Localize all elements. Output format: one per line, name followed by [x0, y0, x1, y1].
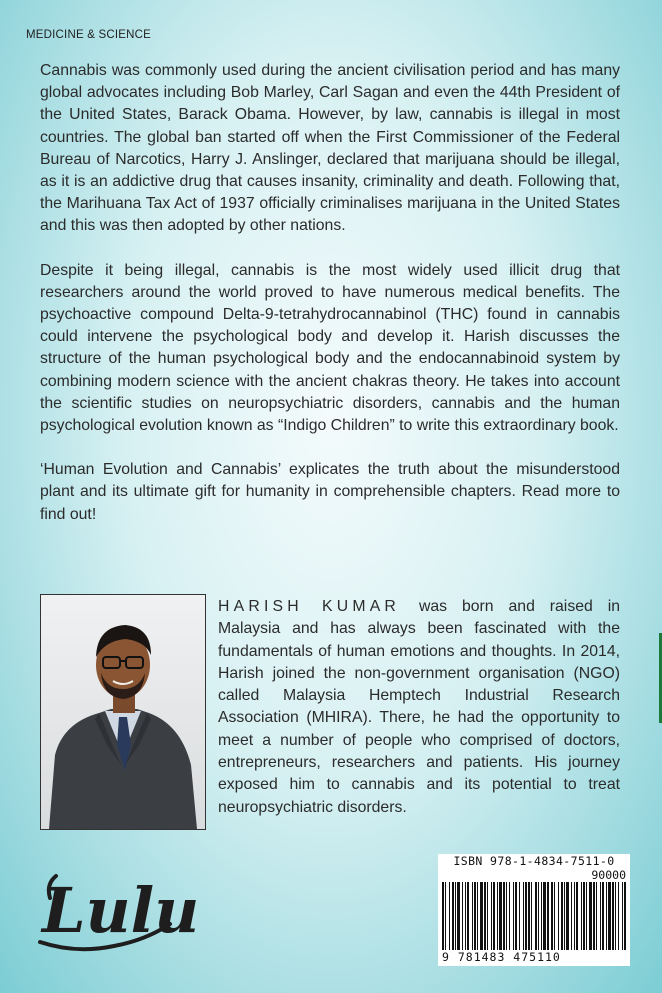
barcode-bar	[503, 882, 505, 950]
barcode-bar	[474, 882, 476, 950]
barcode-bar	[467, 882, 469, 950]
barcode-bar	[465, 882, 466, 950]
barcode-bar	[477, 882, 478, 950]
barcode-bar	[523, 882, 524, 950]
author-photo	[40, 594, 206, 830]
barcode-bar	[581, 882, 582, 950]
barcode-bar	[593, 882, 595, 950]
barcode-bar	[472, 882, 473, 950]
barcode-bar	[491, 882, 492, 950]
barcode-bar	[538, 882, 539, 950]
lulu-logo-icon	[36, 858, 200, 958]
barcode-bar	[509, 882, 510, 950]
barcode-bar	[547, 882, 549, 950]
barcode-bar	[615, 882, 616, 950]
barcode-bar	[499, 882, 502, 950]
barcode-bar	[561, 882, 563, 950]
barcode-bar	[525, 882, 527, 950]
blurb-paragraph-3: ‘Human Evolution and Cannabis’ explicates the truth about the misunderstood plant and its ultimate gift for humanity in comprehensible chapters. Read more to find out!	[40, 461, 620, 523]
barcode-bar	[624, 882, 626, 950]
publisher-logo-text: Lulu	[42, 874, 200, 947]
barcode-bar	[589, 882, 592, 950]
blurb-paragraph-1: Cannabis was commonly used during the ancient civilisation period and has many global advocates including Bob Marley, Carl Sagan and even the 44th President of the United States, Barack Obama. However, by law, cannabis is illegal in most countries. The global ban started off when the First Commissioner of the Federal Bureau of Narcotics, Harry J. Anslinger, declared that marijuana should be illegal, as it is an addictive drug that causes insanity, criminality and death. Following that, the Marihuana Tax Act of 1937 officially criminalises marijuana in the United States and this was then adopted by other nations.	[40, 62, 620, 235]
barcode-bar	[558, 882, 559, 950]
barcode-bar	[531, 882, 532, 950]
author-portrait-illustration	[41, 595, 205, 829]
barcode-bar	[493, 882, 495, 950]
category-label: MEDICINE & SCIENCE	[26, 29, 152, 41]
price-code: 90000	[591, 868, 626, 882]
barcode-bar	[600, 882, 601, 950]
barcode-bar	[612, 882, 614, 950]
barcode-bar	[519, 882, 520, 950]
barcode-bar	[484, 882, 486, 950]
barcode-bar	[576, 882, 578, 950]
author-bio-text: was born and raised in Malaysia and has always been fascinated with the fundamentals of human emotions and thoughts. In 2014, Harish joined the non-government organisation (NGO) called Malaysia Hemptech Industrial Research Association (MHIRA). There, he had the opportunity to meet a number of people who comprised of doctors, entrepreneurs, researchers and patients. His journey exposed him to cannabis and its potential to treat neuropsychiatric disorders.	[218, 598, 620, 816]
barcode-bar	[596, 882, 597, 950]
barcode-bar	[608, 882, 611, 950]
barcode-bar	[554, 882, 555, 950]
barcode-bar	[455, 882, 456, 950]
barcode-bar	[442, 882, 444, 950]
barcode-bar	[449, 882, 450, 950]
barcode-bar	[497, 882, 498, 950]
barcode-bar	[462, 882, 463, 950]
barcode-bar	[457, 882, 460, 950]
barcode-bar	[452, 882, 454, 950]
ean-digits: 9 781483 475110	[442, 950, 561, 964]
barcode-bar	[583, 882, 585, 950]
barcode-bar	[535, 882, 537, 950]
back-cover-blurb	[40, 60, 620, 548]
barcode-bar	[622, 882, 623, 950]
author-name: HARISH KUMAR	[218, 598, 401, 615]
barcode-bar	[551, 882, 553, 950]
blurb-paragraph-2: Despite it being illegal, cannabis is the most widely used illicit drug that researchers around the world proved to have numerous medical benefits. The psychoactive compound Delta-9-tetrahydrocannabinol (THC) found in cannabis could intervene the psychological body and develop it. Harish discusses the structure of the human psychological body and the endocannabinoid system by combining modern science with the ancient chakras theory. He takes into account the scientific studies on neuropsychiatric disorders, cannabis and the human psychological evolution known as “Indigo Children” to write this extraordinary book.	[40, 261, 620, 435]
barcode-bar	[528, 882, 530, 950]
barcode-bar	[571, 882, 572, 950]
barcode-bar	[513, 882, 514, 950]
barcode-bar	[543, 882, 546, 950]
barcode-bar	[480, 882, 483, 950]
publisher-logo	[36, 858, 200, 958]
isbn-barcode	[438, 854, 630, 966]
barcode-bar	[602, 882, 604, 950]
barcode-bar	[445, 882, 446, 950]
author-bio	[218, 596, 620, 819]
barcode-bar	[574, 882, 575, 950]
barcode-bar	[566, 882, 569, 950]
isbn-number: ISBN 978-1-4834-7511-0	[453, 854, 615, 868]
barcode-bar	[506, 882, 507, 950]
barcode-bars	[442, 882, 626, 950]
barcode-bar	[541, 882, 542, 950]
barcode-bar	[618, 882, 619, 950]
barcode-bar	[606, 882, 607, 950]
barcode-bar	[487, 882, 488, 950]
barcode-bar	[586, 882, 587, 950]
barcode-bar	[515, 882, 517, 950]
barcode-bar	[564, 882, 565, 950]
